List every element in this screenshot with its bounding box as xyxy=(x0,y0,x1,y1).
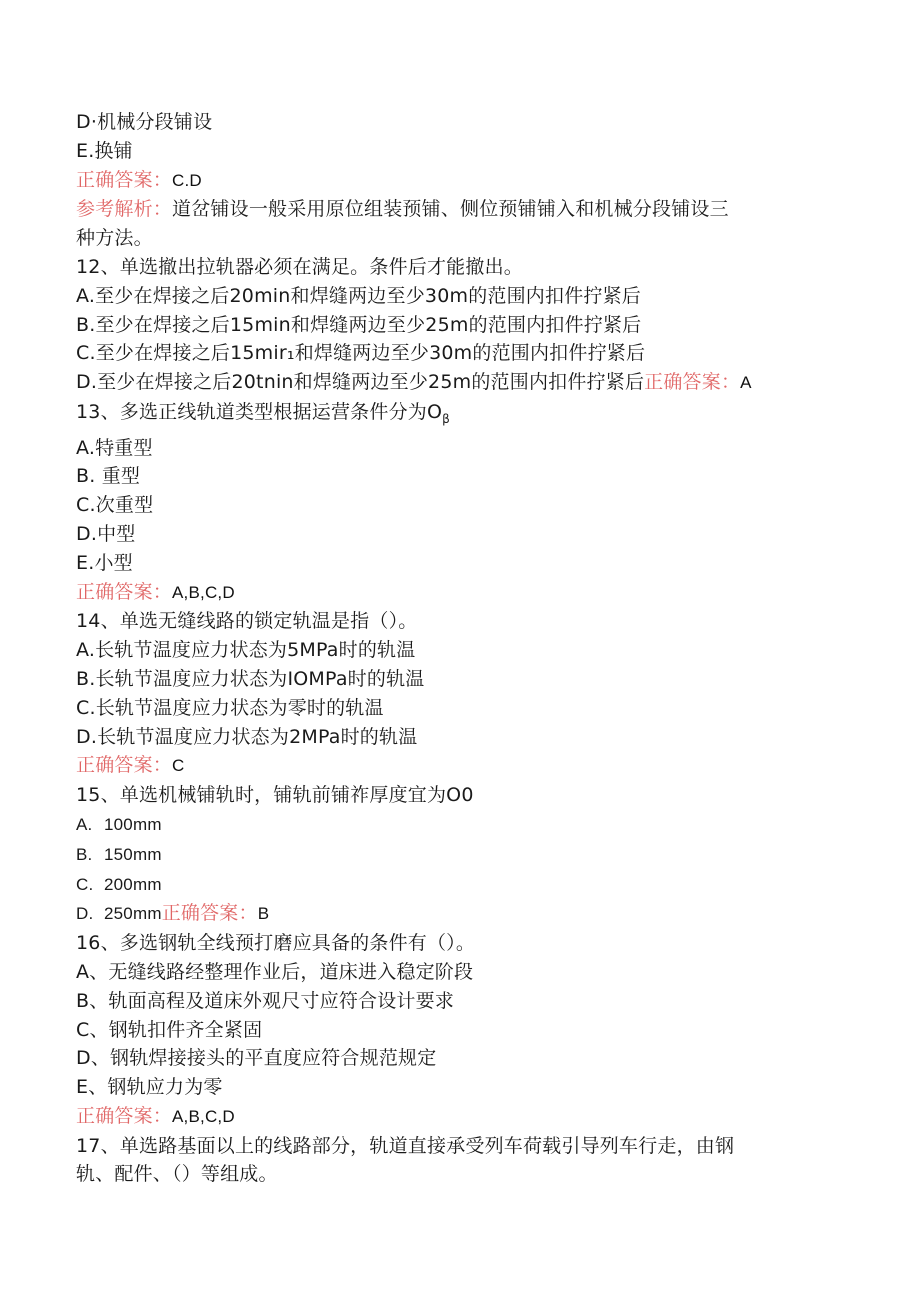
q11-analysis-cont: 种方法。 xyxy=(76,227,153,250)
answer-value: A xyxy=(740,373,752,393)
q16-option-a: A、无缝线路经整理作业后，道床进入稳定阶段 xyxy=(76,960,474,983)
q13-stem xyxy=(76,398,836,434)
q13-stem-text: 13、多选正线轨道类型根据运营条件分为O xyxy=(76,400,443,423)
option-value: 250mm xyxy=(104,904,162,924)
q11-analysis xyxy=(76,195,836,224)
q13-option-b: B. 重型 xyxy=(76,465,141,488)
q13-option-c: C.次重型 xyxy=(76,494,154,517)
q14-option-b: B.长轨节温度应力状态为IOMPa时的轨温 xyxy=(76,667,425,690)
q17-stem-cont: 轨、配件、（）等组成。 xyxy=(76,1163,278,1186)
q13-option-a: A.特重型 xyxy=(76,436,153,459)
answer-label: 正确答案： xyxy=(161,902,258,925)
q12-option-c: C.至少在焊接之后15mir₁和焊缝两边至少30m的范围内扣件拧紧后 xyxy=(76,342,646,365)
q12-stem: 12、单选撤出拉轨器必须在满足。条件后才能撤出。 xyxy=(76,255,523,278)
q14-stem: 14、单选无缝线路的锁定轨温是指（）。 xyxy=(76,610,418,633)
q12-option-a: A.至少在焊接之后20min和焊缝两边至少30m的范围内扣件拧紧后 xyxy=(76,284,641,307)
option-letter: A. xyxy=(76,814,93,834)
q15-option-b xyxy=(76,840,836,870)
q14-option-d: D.长轨节温度应力状态为2MPa时的轨温 xyxy=(76,725,418,748)
answer-value: B xyxy=(257,904,270,924)
q11-option-d: D·机械分段铺设 xyxy=(76,111,213,133)
answer-label: 正确答案： xyxy=(76,1104,173,1127)
answer-label: 正确答案： xyxy=(76,754,173,777)
option-value: 200mm xyxy=(104,874,162,894)
q12-option-d-with-answer xyxy=(76,368,836,398)
q15-stem: 15、单选机械铺轨时，铺轨前铺祚厚度宜为O0 xyxy=(76,784,474,807)
option-letter: B. xyxy=(76,844,93,864)
q12-option-b: B.至少在焊接之后15min和焊缝两边至少25m的范围内扣件拧紧后 xyxy=(76,313,642,336)
option-letter: C. xyxy=(76,874,94,894)
q14-option-a: A.长轨节温度应力状态为5MPa时的轨温 xyxy=(76,639,416,662)
answer-value: A,B,C,D xyxy=(172,1106,235,1126)
document-page xyxy=(76,108,836,1189)
q12-option-d: D.至少在焊接之后20tnin和焊缝两边至少25m的范围内扣件拧紧后 xyxy=(76,371,645,394)
q16-option-b: B、轨面高程及道床外观尺寸应符合设计要求 xyxy=(76,989,455,1012)
q13-option-e: E.小型 xyxy=(76,551,133,574)
q16-stem: 16、多选钢轨全线预打磨应具备的条件有（）。 xyxy=(76,932,476,955)
q15-option-c xyxy=(76,870,836,900)
option-value: 150mm xyxy=(104,844,162,864)
option-letter: D. xyxy=(76,904,94,924)
answer-value: C xyxy=(172,756,185,776)
q11-answer xyxy=(76,166,836,196)
q11-option-e: E.换铺 xyxy=(76,139,133,162)
q17-stem: 17、单选路基面以上的线路部分，轨道直接承受列车荷载引导列车行走，由钢 xyxy=(76,1134,735,1157)
q13-answer xyxy=(76,578,836,608)
q15-option-a xyxy=(76,810,836,840)
q14-option-c: C.长轨节温度应力状态为零时的轨温 xyxy=(76,696,384,719)
q13-option-d: D.中型 xyxy=(76,522,136,545)
q15-option-d-with-answer xyxy=(76,899,836,929)
analysis-label: 参考解析： xyxy=(76,198,173,221)
q16-option-c: C、钢轨扣件齐全紧固 xyxy=(76,1018,263,1041)
q16-option-d: D、钢轨焊接接头的平直度应符合规范规定 xyxy=(76,1047,437,1070)
q16-option-e: E、钢轨应力为零 xyxy=(76,1076,223,1099)
answer-label: 正确答案： xyxy=(76,580,173,603)
answer-value: C.D xyxy=(172,170,202,190)
q16-answer xyxy=(76,1102,836,1132)
answer-label: 正确答案： xyxy=(644,371,741,394)
answer-label: 正确答案： xyxy=(76,168,173,191)
q13-stem-sub: β xyxy=(442,411,450,426)
q14-answer xyxy=(76,751,836,781)
option-value: 100mm xyxy=(104,814,162,834)
answer-value: A,B,C,D xyxy=(172,582,235,602)
analysis-text: 道岔铺设一般采用原位组装预铺、侧位预铺铺入和机械分段铺设三 xyxy=(172,198,729,221)
